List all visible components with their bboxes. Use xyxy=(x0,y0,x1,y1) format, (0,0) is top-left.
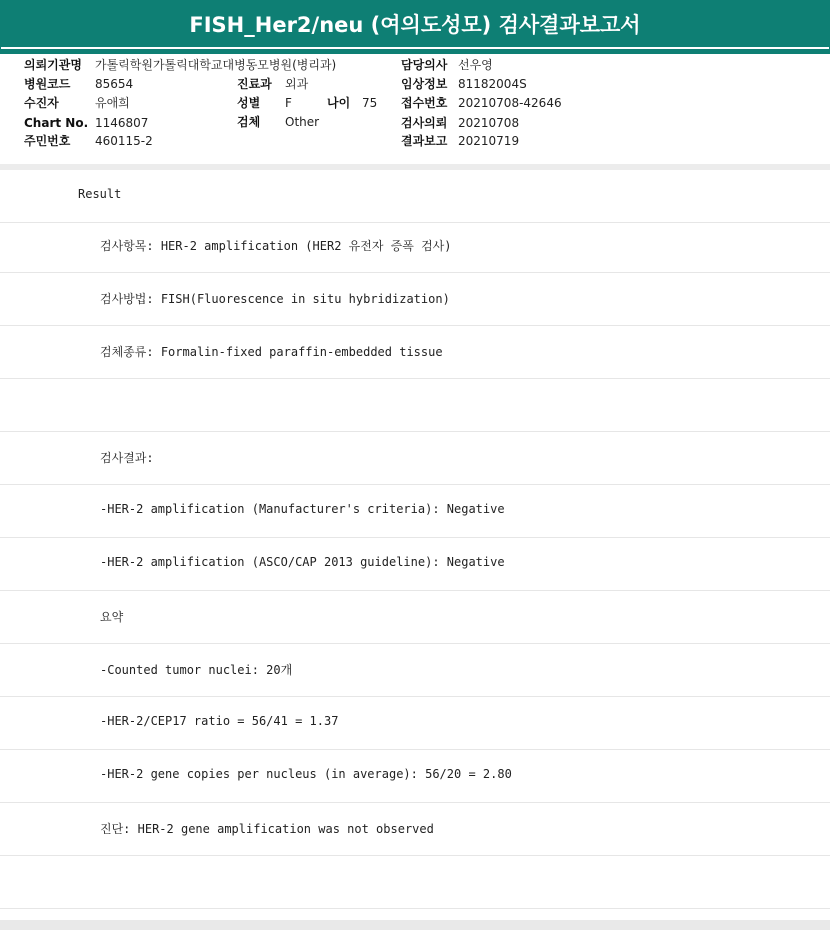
requesting-institution-label: 의뢰기관명 xyxy=(24,58,82,72)
result-row xyxy=(0,803,830,856)
result-row xyxy=(0,538,830,591)
age-value: 75 xyxy=(362,96,378,110)
result-row xyxy=(0,273,830,326)
specimen-label: 검체 xyxy=(237,115,261,129)
age-label: 나이 xyxy=(327,96,351,110)
test-item-text: 검사항목: HER-2 amplification (HER2 유전자 증폭 검사) xyxy=(100,239,452,253)
report-date-label: 결과보고 xyxy=(401,134,448,148)
accession-number-label: 접수번호 xyxy=(401,96,448,110)
patient-info-header xyxy=(0,54,830,165)
clinical-info-label: 임상정보 xyxy=(401,77,448,91)
asco-cap-guideline-text: -HER-2 amplification (ASCO/CAP 2013 guideline): Negative xyxy=(100,555,505,569)
result-row xyxy=(0,326,830,379)
gene-copies-text: -HER-2 gene copies per nucleus (in average): 56/20 = 2.80 xyxy=(100,767,512,781)
diagnosis-text: 진단: HER-2 gene amplification was not observed xyxy=(100,822,434,836)
counted-nuclei-text: -Counted tumor nuclei: 20개 xyxy=(100,663,293,677)
department-label: 진료과 xyxy=(237,77,272,91)
horizontal-scrollbar[interactable] xyxy=(0,920,830,930)
resident-number-label: 주민번호 xyxy=(24,134,71,148)
patient-name-value: 유애희 xyxy=(95,96,130,110)
test-result-heading: 검사결과: xyxy=(100,451,154,465)
test-method-text: 검사방법: FISH(Fluorescence in situ hybridization) xyxy=(100,292,450,306)
ratio-text: -HER-2/CEP17 ratio = 56/41 = 1.37 xyxy=(100,714,339,728)
result-row xyxy=(0,591,830,644)
specimen-type-text: 검체종류: Formalin-fixed paraffin-embedded tissue xyxy=(100,345,443,359)
attending-doctor-value: 선우영 xyxy=(458,58,493,72)
result-row xyxy=(0,697,830,750)
report-title-bar xyxy=(0,0,830,54)
request-date-value: 20210708 xyxy=(458,116,520,130)
hospital-code-label: 병원코드 xyxy=(24,77,71,91)
result-content xyxy=(0,170,830,920)
hospital-code-value: 85654 xyxy=(95,77,134,91)
chart-no-label: Chart No. xyxy=(24,116,89,130)
result-row xyxy=(0,485,830,538)
result-row xyxy=(0,170,830,223)
result-heading: Result xyxy=(78,187,122,201)
attending-doctor-label: 담당의사 xyxy=(401,58,448,72)
specimen-value: Other xyxy=(285,115,320,129)
chart-no-value: 1146807 xyxy=(95,116,149,130)
result-row xyxy=(0,432,830,485)
department-value: 외과 xyxy=(285,77,309,91)
result-row xyxy=(0,379,830,432)
patient-name-label: 수진자 xyxy=(24,96,59,110)
result-row xyxy=(0,856,830,909)
sex-value: F xyxy=(285,96,292,110)
resident-number-value: 460115-2 xyxy=(95,134,153,148)
request-date-label: 검사의뢰 xyxy=(401,116,448,130)
requesting-institution-value: 가톨릭학원가톨릭대학교대병동모병원(병리과) xyxy=(95,58,337,72)
manufacturer-criteria-text: -HER-2 amplification (Manufacturer's criteria): Negative xyxy=(100,502,505,516)
result-row xyxy=(0,750,830,803)
report-date-value: 20210719 xyxy=(458,134,520,148)
accession-number-value: 20210708-42646 xyxy=(458,96,562,110)
report-title: FISH_Her2/neu (여의도성모) 검사결과보고서 xyxy=(1,3,829,49)
result-row xyxy=(0,220,830,273)
summary-heading: 요약 xyxy=(100,610,124,624)
result-row xyxy=(0,644,830,697)
sex-label: 성별 xyxy=(237,96,261,110)
clinical-info-value: 81182004S xyxy=(458,77,527,91)
